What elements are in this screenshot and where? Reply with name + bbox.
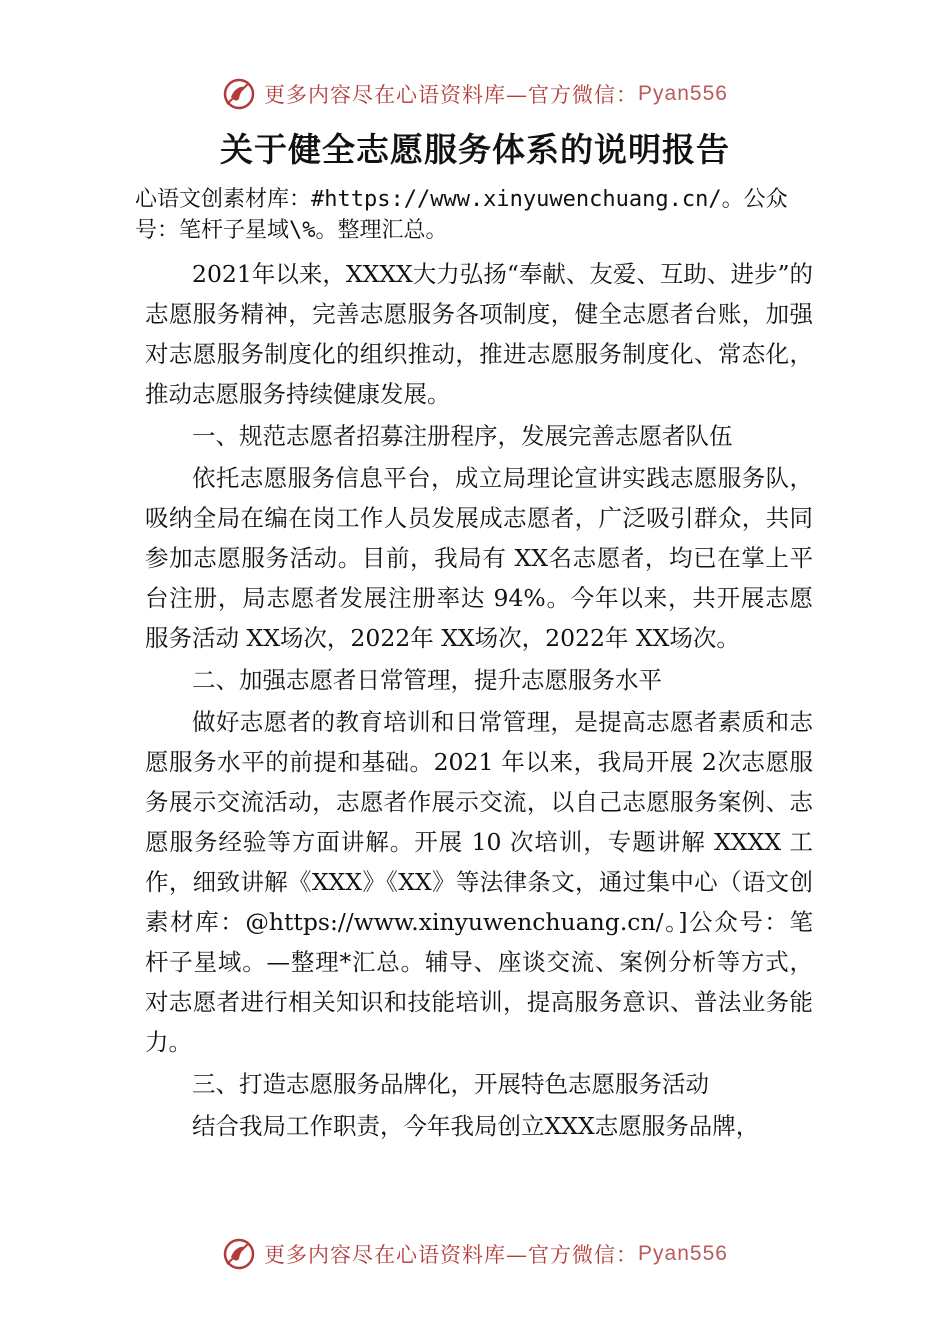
document-title: 关于健全志愿服务体系的说明报告 [220, 130, 730, 169]
section-heading-2: 二、加强志愿者日常管理，提升志愿服务水平 [192, 666, 662, 694]
paragraph-section-1: 依托志愿服务信息平台，成立局理论宣讲实践志愿服务队，吸纳全局在编在岗工作人员发展成志愿者，广泛吸引群众，共同参加志愿服务活动。目前，我局有 XX名志愿者，均已在掌上平台注册，局志愿者发展注册率达 94%。今年以来，共开展志愿服务活动 XX场次，2022年 XX场次，2022年 XX场次。 [145, 464, 813, 652]
footer-banner [0, 1232, 950, 1276]
logo-icon [222, 77, 256, 111]
banner-text: 更多内容尽在心语资料库—官方微信： [264, 83, 639, 107]
banner-wechat-id: Pyan556 [638, 1242, 728, 1265]
paragraph-section-3: 结合我局工作职责，今年我局创立XXX志愿服务品牌， [192, 1112, 760, 1140]
document-body [135, 184, 813, 1148]
banner-text: 更多内容尽在心语资料库—官方微信： [264, 1243, 639, 1267]
header-banner [0, 72, 950, 116]
logo-icon [222, 1237, 256, 1271]
section-heading-3: 三、打造志愿服务品牌化，开展特色志愿服务活动 [192, 1070, 709, 1098]
paragraph-intro: 2021年以来，XXXX大力弘扬“奉献、友爱、互助、进步”的志愿服务精神，完善志愿服务各项制度，健全志愿者台账，加强对志愿服务制度化的组织推动，推进志愿服务制度化、常态化，推动志愿服务持续健康发展。 [145, 260, 813, 408]
section-heading-1: 一、规范志愿者招募注册程序，发展完善志愿者队伍 [192, 422, 733, 450]
banner-wechat-id: Pyan556 [638, 82, 728, 105]
paragraph-section-2: 做好志愿者的教育培训和日常管理，是提高志愿者素质和志愿服务水平的前提和基础。2021 年以来，我局开展 2次志愿服务展示交流活动，志愿者作展示交流，以自己志愿服务案例、志愿服务经验等方面讲解。开展 10 次培训，专题讲解 XXXX 工作，细致讲解《XXX》《XX》等法律条文，通过集中心（语文创素材库：@https://www.xinyuwenchuang.cn/。]公众号：笔杆子星域。—整理*汇总。辅导、座谈交流、案例分析等方式，对志愿者进行相关知识和技能培训，提高服务意识、普法业务能力。 [145, 708, 813, 1056]
source-note: 心语文创素材库：#https://www.xinyuwenchuang.cn/。公众号：笔杆子星域\%。整理汇总。 [135, 187, 788, 243]
